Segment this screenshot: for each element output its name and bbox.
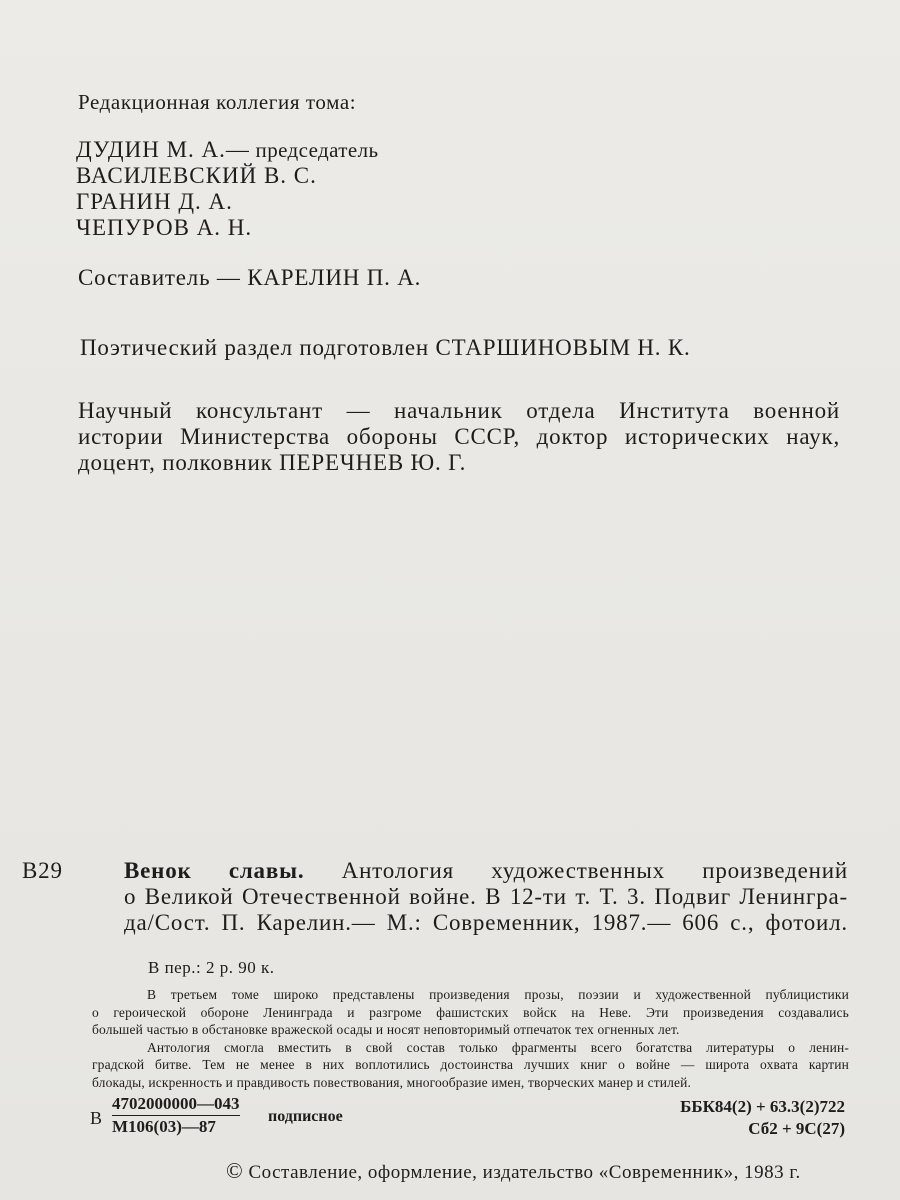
editorial-member: ГРАНИН Д. А. [76, 189, 233, 214]
index-letter: В [90, 1108, 103, 1128]
catalog-entry [124, 858, 848, 936]
index-denominator: М106(03)—87 [112, 1117, 216, 1136]
catalog-line-1 [124, 858, 848, 884]
annotation-line: большей частью в обстановке вражеской осады и носят неповторимый отпечаток тех огненных лет. [92, 1022, 680, 1037]
consultant-paragraph [78, 398, 840, 476]
copyright-text: Составление, оформление, издательство «Современник», 1983 г. [248, 1162, 801, 1183]
consultant-line: Научный консультант — начальник отдела Института военной [78, 398, 840, 423]
annotation-line: о героической обороне Ленинграда и разгроме фашистских войск на Неве. Эти произведения создавались [92, 1004, 849, 1020]
index-numerator: 4702000000—043 [112, 1094, 240, 1116]
annotation-paragraph [92, 986, 849, 1091]
subscription-note: подписное [268, 1108, 343, 1125]
annotation-line: блокады, искренность и правдивость повествования, многообразие имен, творческих манер и стилей. [92, 1074, 692, 1090]
catalog-line-3: да/Сост. П. Карелин.— М.: Современник, 1987.— 606 с., фотоил. [124, 910, 848, 935]
bbk-line: ББК84(2) + 63.3(2)722 [680, 1097, 845, 1116]
price-line: В пер.: 2 р. 90 к. [148, 958, 275, 977]
editorial-member: ДУДИН М. А.— председатель [76, 137, 379, 162]
catalog-line-1-rest: Антология художественных произведений [341, 858, 848, 883]
consultant-line: истории Министерства обороны СССР, доктор исторических наук, [78, 424, 840, 449]
catalog-code: В29 [22, 858, 63, 883]
copyright-icon: © [226, 1158, 244, 1183]
editorial-member: ВАСИЛЕВСКИЙ В. С. [76, 163, 317, 188]
annotation-line: В третьем томе широко представлены произведения прозы, поэзии и художественной публицистики [147, 987, 849, 1002]
editorial-heading: Редакционная коллегия тома: [78, 90, 357, 114]
annotation-line: градской битве. Тем не менее в них воплотились достоинства лучших книг о войне — широта охвата картин [92, 1057, 849, 1072]
bbk-line: Сб2 + 9С(27) [748, 1119, 845, 1138]
catalog-line-2: о Великой Отечественной войне. В 12-ти т. Т. 3. Подвиг Ленингра- [124, 884, 848, 909]
catalog-title: Венок славы. [124, 858, 305, 883]
annotation-line: Антология смогла вместить в свой состав только фрагменты всего богатства литературы о ленин- [147, 1039, 849, 1055]
editorial-member: ЧЕПУРОВ А. Н. [76, 215, 253, 240]
compiler-line: Составитель — КАРЕЛИН П. А. [78, 265, 422, 290]
copyright-line [226, 1158, 801, 1184]
poetry-section-line: Поэтический раздел подготовлен СТАРШИНОВЫМ Н. К. [80, 335, 691, 360]
editorial-members [76, 137, 378, 241]
consultant-line: доцент, полковник ПЕРЕЧНЕВ Ю. Г. [78, 450, 467, 475]
index-fraction [112, 1094, 240, 1137]
bbk-classification [680, 1096, 845, 1140]
